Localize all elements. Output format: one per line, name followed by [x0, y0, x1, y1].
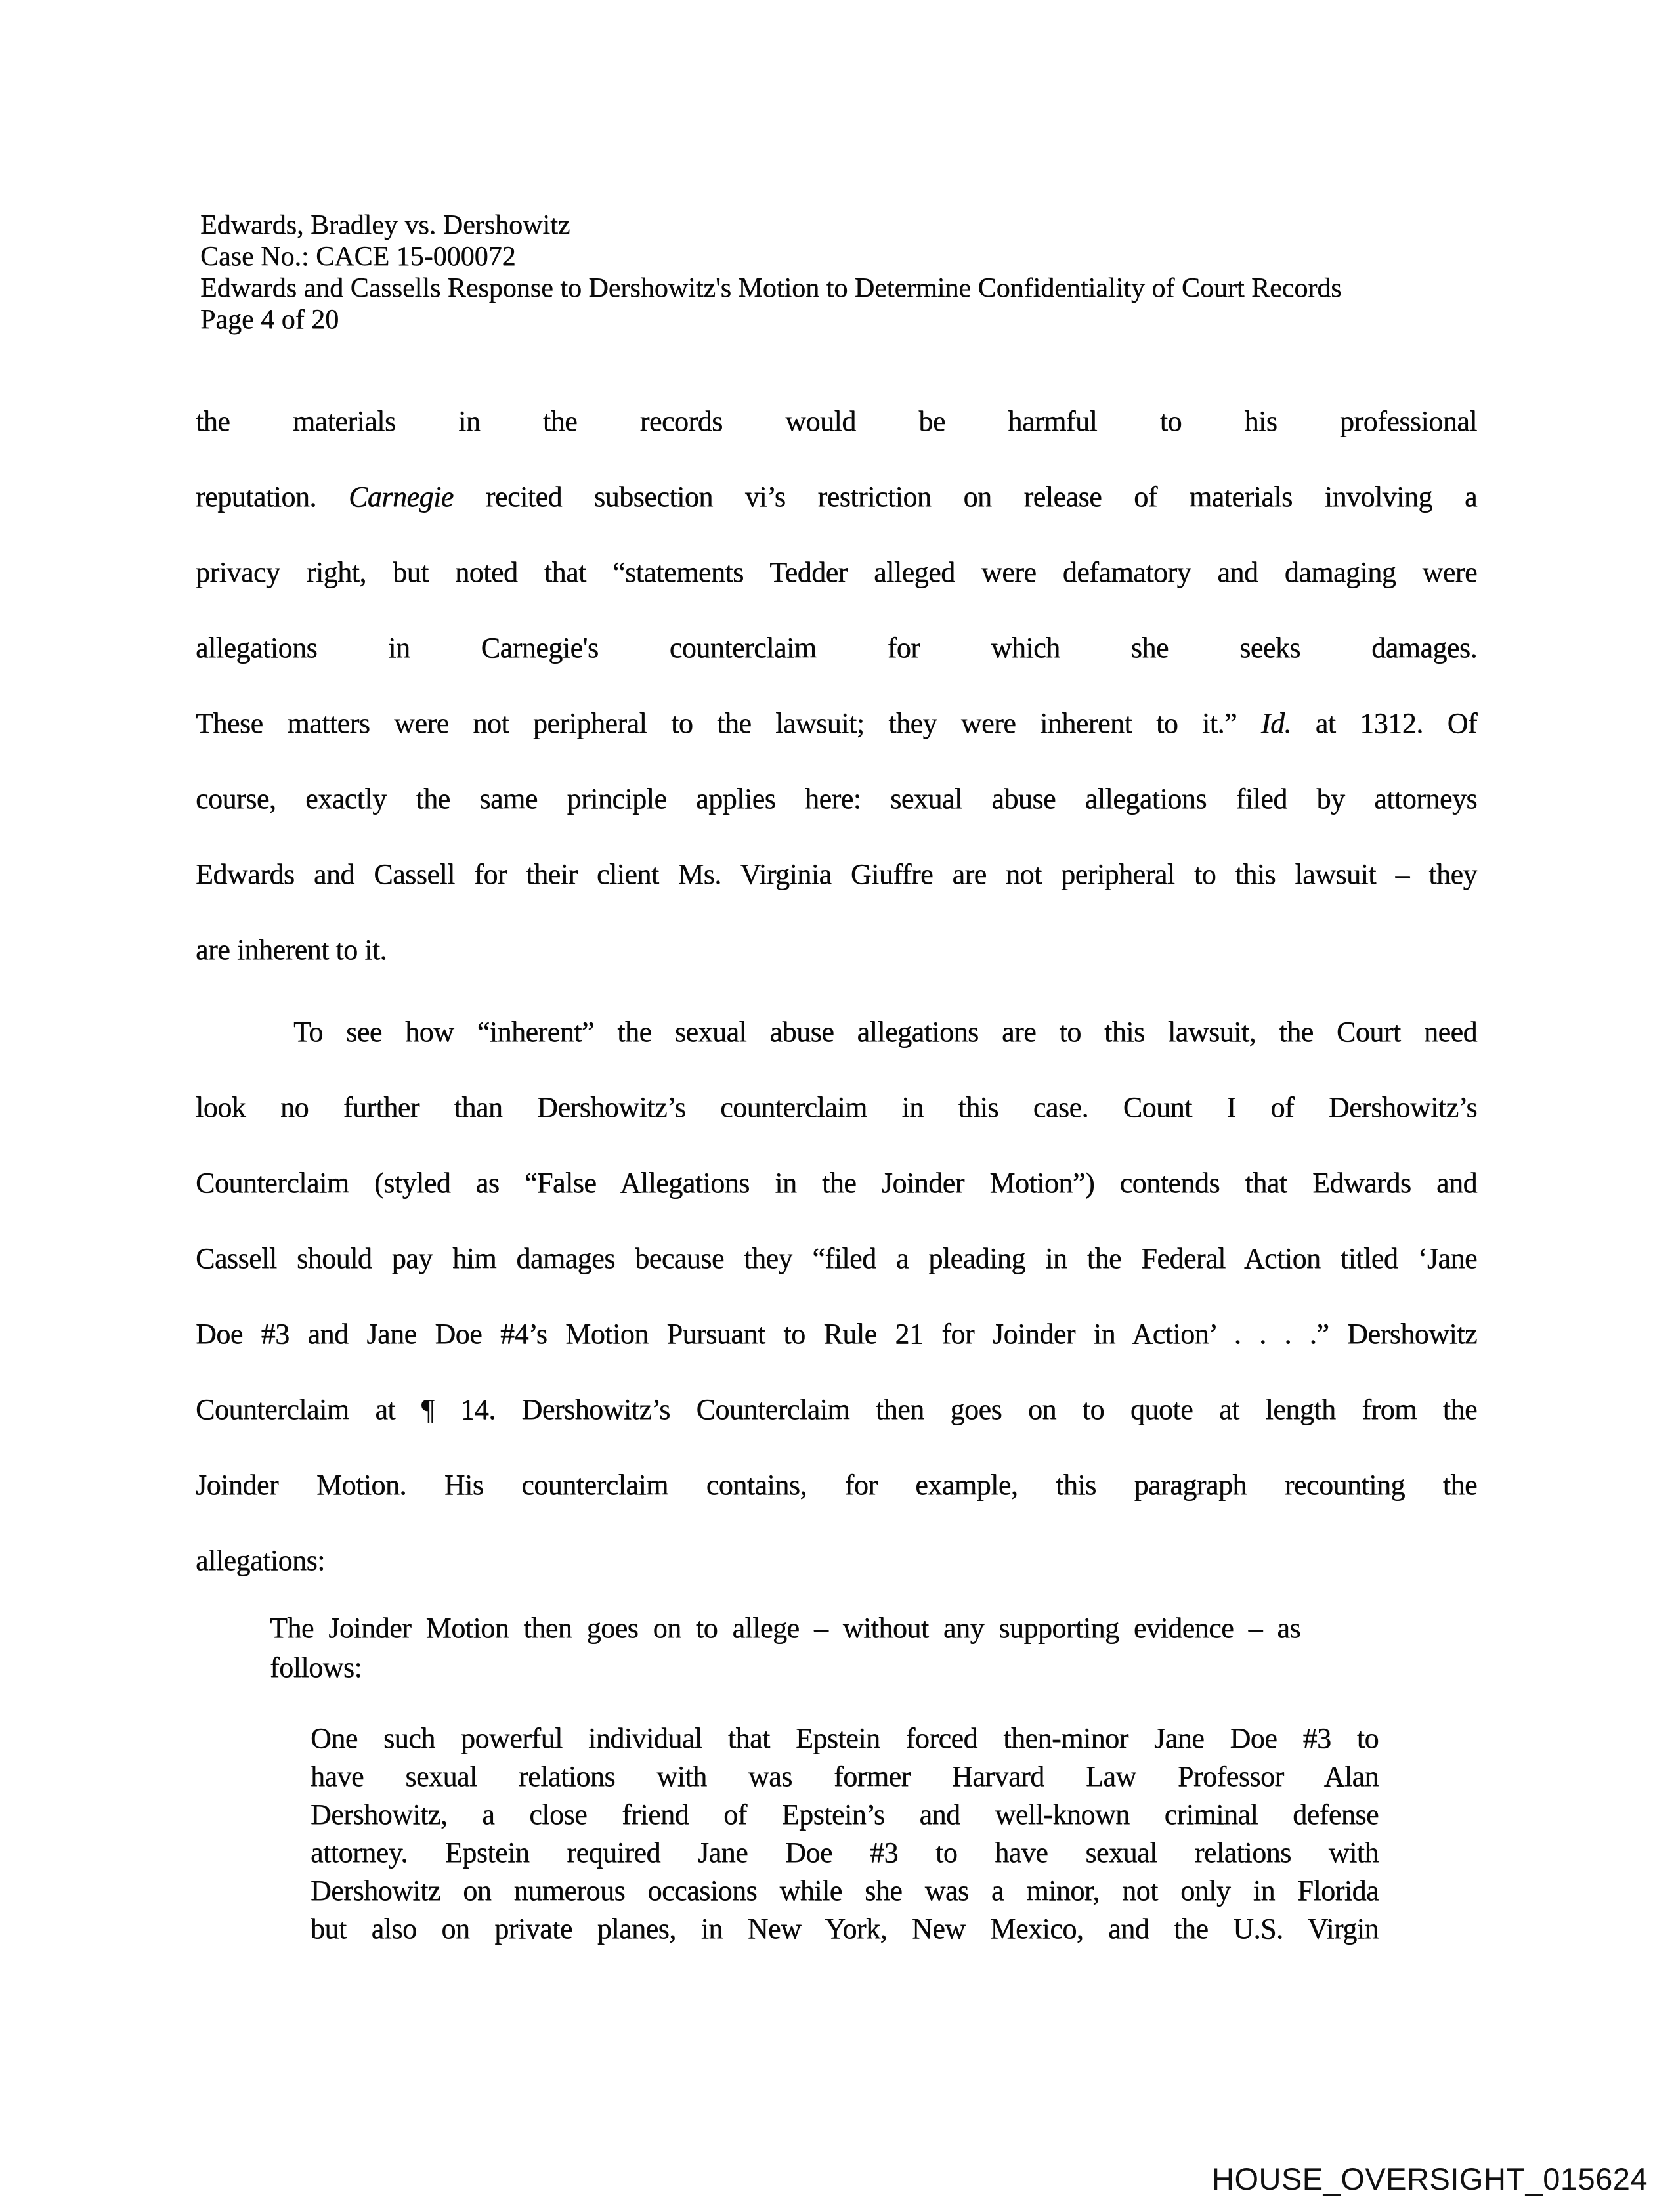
body-line: look no further than Dershowitz’s counterclaim in this case. Count I of Dershowitz’s: [196, 1091, 1477, 1123]
block-quote-outer: [270, 1609, 1300, 1687]
body-line: Edwards and Cassell for their client Ms. Virginia Giuffre are not peripheral to this lawsuit – they: [196, 858, 1477, 890]
quote-line: The Joinder Motion then goes on to allege – without any supporting evidence – as: [270, 1612, 1300, 1644]
body-line: Joinder Motion. His counterclaim contains, for example, this paragraph recounting the: [196, 1469, 1477, 1501]
text-segment: at 1312. Of: [1291, 707, 1478, 739]
bates-stamp: HOUSE_OVERSIGHT_015624: [1212, 2161, 1648, 2196]
quote-line: Dershowitz, a close friend of Epstein’s and well-known criminal defense: [311, 1798, 1379, 1831]
body-line: allegations:: [196, 1544, 325, 1576]
quote-line: attorney. Epstein required Jane Doe #3 to have sexual relations with: [311, 1836, 1379, 1869]
body-paragraph-1: [196, 383, 1477, 987]
document-title: Edwards and Cassells Response to Dershowitz's Motion to Determine Confidentiality of Court Records: [200, 273, 1342, 303]
quote-line: but also on private planes, in New York, New Mexico, and the U.S. Virgin: [311, 1913, 1379, 1945]
case-number: Case No.: CACE 15-000072: [200, 242, 516, 272]
italic-case-citation: Carnegie: [348, 481, 454, 513]
body-paragraph-2: [196, 994, 1477, 1598]
body-line: To see how “inherent” the sexual abuse allegations are to this lawsuit, the Court need: [293, 1016, 1477, 1048]
body-line: [196, 459, 1477, 534]
body-line: Doe #3 and Jane Doe #4’s Motion Pursuant to Rule 21 for Joinder in Action’ . . . .” Dershowitz: [196, 1318, 1477, 1350]
page-number: Page 4 of 20: [200, 305, 339, 335]
block-quote-inner: [311, 1720, 1379, 1948]
body-line: privacy right, but noted that “statements Tedder alleged were defamatory and damaging were: [196, 556, 1477, 588]
text-segment: recited subsection vi’s restriction on release of materials involving a: [453, 481, 1477, 513]
quote-line: Dershowitz on numerous occasions while she was a minor, not only in Florida: [311, 1875, 1379, 1907]
body-line: the materials in the records would be harmful to his professional: [196, 405, 1477, 437]
quote-line: One such powerful individual that Epstein forced then-minor Jane Doe #3 to: [311, 1722, 1379, 1754]
body-line: course, exactly the same principle applies here: sexual abuse allegations filed by attorneys: [196, 783, 1477, 815]
italic-case-citation: Id.: [1260, 707, 1291, 739]
case-caption-header: [200, 209, 1448, 336]
quote-line: have sexual relations with was former Harvard Law Professor Alan: [311, 1760, 1379, 1792]
text-segment: reputation.: [196, 481, 349, 513]
body-line: Counterclaim at ¶ 14. Dershowitz’s Counterclaim then goes on to quote at length from the: [196, 1393, 1477, 1425]
body-line: Counterclaim (styled as “False Allegations in the Joinder Motion”) contends that Edwards and: [196, 1167, 1477, 1199]
quote-line: follows:: [270, 1651, 362, 1683]
text-segment: These matters were not peripheral to the lawsuit; they were inherent to it.”: [196, 707, 1261, 739]
body-line: are inherent to it.: [196, 934, 387, 966]
body-line: allegations in Carnegie's counterclaim for which she seeks damages.: [196, 632, 1477, 664]
body-line: Cassell should pay him damages because they “filed a pleading in the Federal Action titled ‘Jane: [196, 1242, 1477, 1274]
body-line: [196, 685, 1477, 761]
case-name: Edwards, Bradley vs. Dershowitz: [200, 210, 570, 240]
